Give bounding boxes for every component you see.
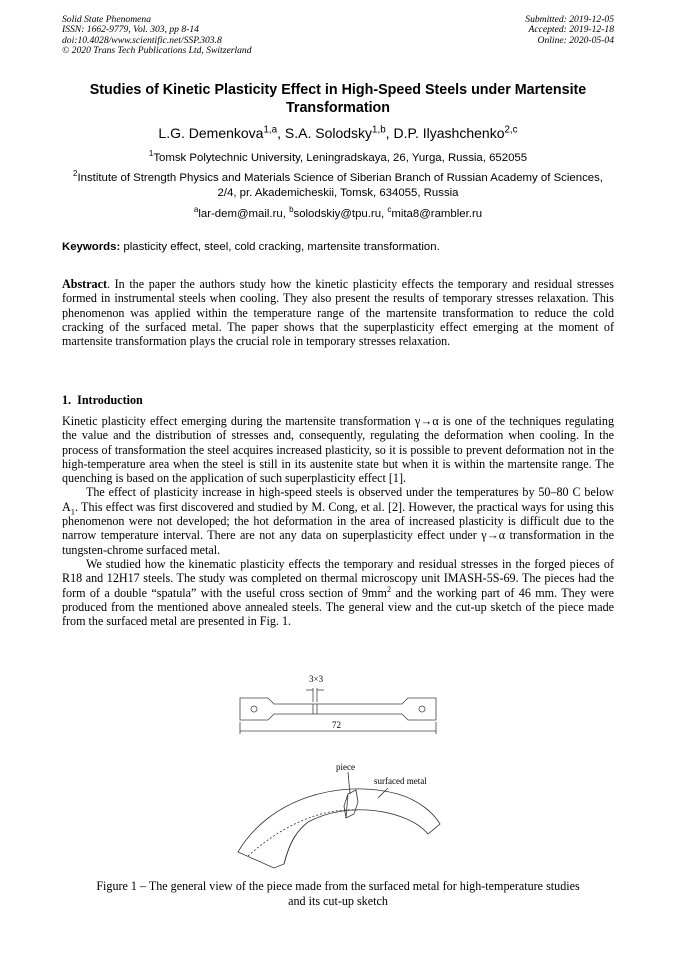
affiliation-sup: 1 [148, 149, 154, 159]
section-title: Introduction [77, 393, 143, 407]
copyright-line: © 2020 Trans Tech Publications Ltd, Switzerland [62, 45, 252, 57]
affiliation-1 [62, 151, 614, 166]
dim-label-top: 3×3 [309, 674, 324, 684]
paragraph-2 [62, 485, 614, 556]
affiliation-2 [62, 171, 614, 201]
paragraph-1: Kinetic plasticity effect emerging during the martensite transformation γ→α is one of the techniques regulating the value and the distribution of stresses and, consequently, regulating the deformation when cooling. In the process of transformation the steel acquires increased plasticity, so it is possible to prevent deformation not in the high-temperature area when the steel is still in its austenite state but when it is within the martensite range. The quenching is based on the application of such superplasticity effect [1]. [62, 414, 614, 486]
dim-label-bottom: 72 [332, 720, 341, 730]
paragraph-3-text-a: We studied how the kinematic plasticity effects the temporary and residual stresses in the forged pieces of R18 and 12H17 steels. The study was completed on thermal microscopy unit IMASH-5S-69. The pieces had the form of a double “spatula” with the useful cross section of 9mm [62, 556, 614, 600]
email-address[interactable]: lar-dem@mail.ru [198, 208, 283, 220]
figure-caption [62, 879, 614, 908]
caption-line-2: and its cut-up sketch [288, 893, 388, 908]
doi-line[interactable]: doi:10.4028/www.scientific.net/SSP.303.8 [62, 34, 222, 46]
caption-line-1: Figure 1 – The general view of the piece made from the surfaced metal for high-temperature studies [96, 879, 580, 893]
author-name: L.G. Demenkova [158, 125, 264, 141]
email-line: $^a$lar-dem@mail.ru, $^b$solodskiy@tpu.ru, $^c$mita8@rambler.ru [193, 205, 483, 220]
email-sup: b [289, 205, 294, 215]
paragraph-2-text-a: The effect of plasticity increase in high-speed steels is observed under the temperatures by 50–80 C below A [62, 485, 614, 514]
mm2-superscript: 2 [386, 583, 392, 594]
introduction-body [62, 414, 614, 628]
journal-header-left [62, 15, 252, 57]
submitted-date: Submitted: 2019-12-05 [525, 14, 614, 25]
email-address[interactable]: mita8@rambler.ru [391, 208, 483, 220]
author-name: S.A. Solodsky [284, 125, 373, 141]
abstract-text: . In the paper the authors study how the kinetic plasticity effects the temporary and residual stresses formed in instrumental steels when cooling. They also present the results of temporary stresses relaxation. This phenomenon was applied within the temperature range of the martensite transformation to reduce the cold cracking of the surfaced metal. The paper shows that the superplasticity effect emerging at the moment of martensite transformation plays the crucial role in temporary stresses relaxation. [62, 277, 614, 349]
author-sup: 1,b [372, 124, 386, 136]
author-sup: 1,a [263, 124, 278, 136]
keywords [62, 240, 614, 255]
paragraph-3 [62, 557, 614, 628]
online-date: Online: 2020-05-04 [537, 34, 614, 46]
author-list: L.G. Demenkova$^{1,a}$, S.A. Solodsky$^{1,b}$, D.P. Ilyashchenko$^{2,c}$ [158, 124, 518, 141]
paragraph-2-text-b: . This effect was first discovered and studied by M. Cong, et al. [2]. However, the practical ways for using this phenomenon were not developed; the hot deformation in the area of increased plasticity is difficult due to the narrow temperature interval. There are not any data on superplasticity effect under γ→α transformation in the tungsten-chrome surfaced metal. [62, 499, 614, 557]
email-sup: c [387, 205, 392, 215]
affiliation-text: Institute of Strength Physics and Materials Science of Siberian Branch of Russian Academy of Sciences, 2/4, pr. Akademicheskii, Tomsk, 634055, Russia [77, 172, 603, 199]
section-heading [62, 393, 143, 408]
affiliation-sup: 2 [73, 169, 78, 179]
specimen-drawing [238, 670, 438, 742]
abstract [62, 277, 614, 348]
email-sup: a [193, 205, 199, 215]
email-address[interactable]: solodskiy@tpu.ru [293, 208, 382, 220]
paragraph-3-text-b: and the working part of 46 mm. They were produced from the mentioned above annealed steels. The general view and the cut-up sketch of the piece made from the surfaced metal are presented in Fig. 1. [62, 585, 614, 629]
affiliation-text: Tomsk Polytechnic University, Leningradskaya, 26, Yurga, Russia, 652055 [153, 152, 528, 164]
label-surfaced-metal: surfaced metal [374, 776, 427, 786]
surfaced-metal-sketch [228, 760, 448, 872]
paper-title: Studies of Kinetic Plasticity Effect in High-Speed Steels under Martensite Transformation [89, 82, 587, 116]
journal-header-right [525, 15, 614, 46]
author-name: D.P. Ilyashchenko [393, 125, 505, 141]
section-number: 1. [62, 393, 72, 407]
issn-line: ISSN: 1662-9779, Vol. 303, pp 8-14 [62, 24, 199, 36]
author-sup: 2,c [504, 124, 518, 136]
a1-subscript: 1 [70, 506, 75, 517]
keywords-label: Keywords: [62, 241, 121, 253]
journal-name: Solid State Phenomena [62, 14, 151, 25]
keywords-text: plasticity effect, steel, cold cracking, martensite transformation. [123, 241, 440, 253]
accepted-date: Accepted: 2019-12-18 [528, 24, 614, 36]
label-piece: piece [336, 762, 355, 772]
abstract-label: Abstract [62, 277, 108, 291]
